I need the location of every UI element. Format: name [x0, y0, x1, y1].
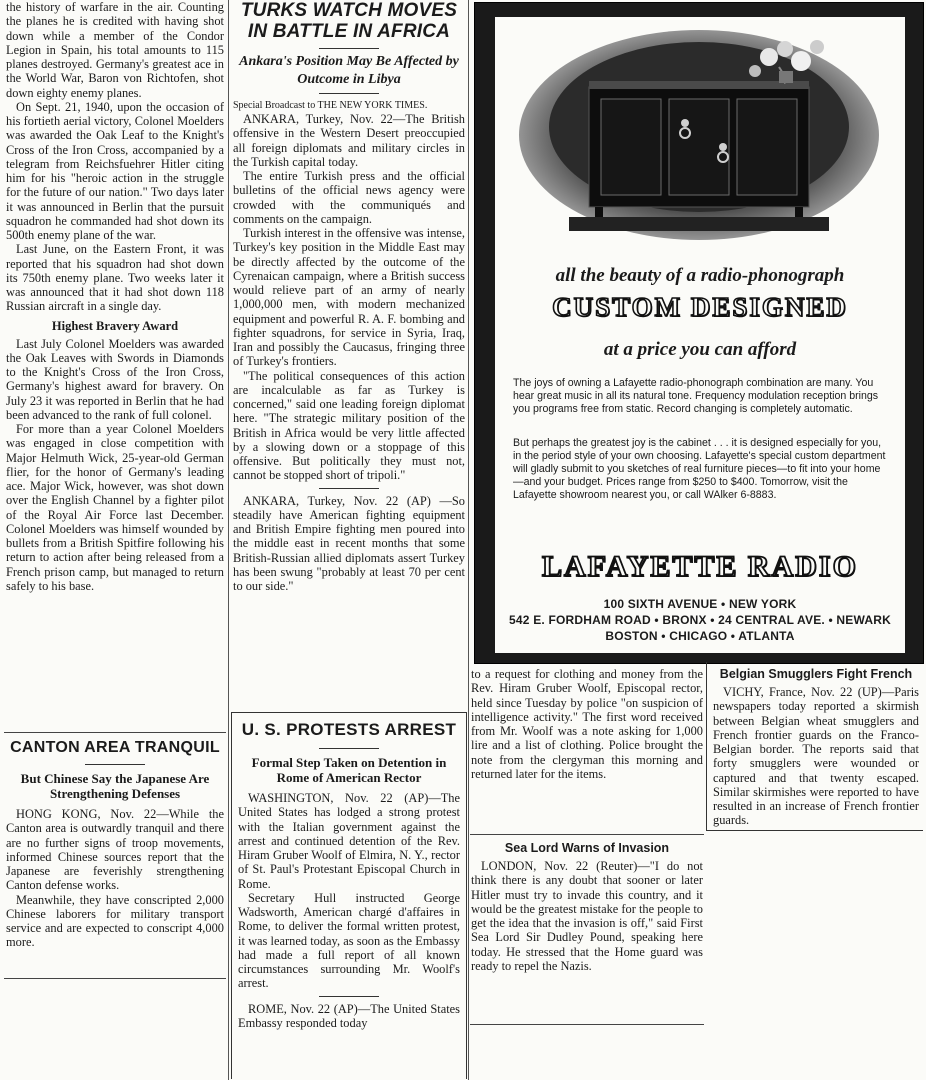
ad-logo-lafayette: LAFAYETTE RADIO [542, 550, 858, 583]
turks-deck-rule [319, 93, 379, 94]
protests-break-rule [319, 996, 379, 997]
rome-bottom-rule [470, 834, 704, 835]
column-1 [6, 0, 224, 732]
turks-headline: TURKS WATCH MOVES IN BATTLE IN AFRICA [240, 0, 458, 42]
belgian-headline: Belgian Smugglers Fight French [719, 667, 913, 681]
turks-article [233, 0, 465, 712]
turks-headline-rule [319, 48, 379, 49]
canton-para-2: Meanwhile, they have conscripted 2,000 Chinese laborers for military transport service and are expected to conscript 4,000 more. [6, 892, 224, 950]
protests-headline: U. S. PROTESTS ARREST [241, 720, 457, 739]
belgian-para: VICHY, France, Nov. 22 (UP)—Paris newspapers today reported a skirmish between Belgian wheat smugglers and French frontier guards on the Franco-Belgian border. The reports said that forty smugglers were wounded or captured and that twenty escaped. Similar skirmishes were reported to have resulted in an increase of French frontier guards. [713, 685, 919, 828]
turks-break-rule [319, 488, 379, 489]
canton-bottom-rule [4, 978, 226, 979]
sealord-bottom-rule [470, 1024, 704, 1025]
vrule-2 [468, 0, 469, 1080]
ad-custom-designed: CUSTOM DESIGNED [552, 292, 848, 322]
rome-cont-para: to a request for clothing and money from the Rev. Hiram Gruber Woolf, Episcopal rector, held since Tuesday by police "on suspicion of intelligence activity." The first word received from Mr. Woolf was a note asking for 1,000 lire and a list of clothing. Police brought the note from the clergyman this morning and returned later for the items. [471, 667, 703, 781]
ad-address-1: 100 SIXTH AVENUE • NEW YORK [603, 597, 797, 611]
turks-para-4: "The political consequences of this action are incalculable as far as Turkey is concerned," said one leading foreign diplomat here. "The strategic military position of the British in Africa would be very little affected by a slowing down or a stoppage of this offensive. But politically they must not, cannot be stopped short of tripoli." [233, 368, 465, 483]
moelders-para-3: Last June, on the Eastern Front, it was reported that his squadron had shot down its 750th enemy plane. Two weeks later it was announced that it had shot down 118 Russian aircraft in a single day. [6, 242, 224, 314]
vrule-1 [228, 0, 229, 1080]
protests-para-2: Secretary Hull instructed George Wadsworth, American chargé d'affaires in Rome, to deliver the formal written protest, it was learned today, as soon as the Embassy had made a full report of all known circumstances surrounding Mr. Woolf's arrest. [238, 890, 460, 991]
ad-address-3: BOSTON • CHICAGO • ATLANTA [605, 629, 795, 643]
rome-continuation [471, 667, 703, 833]
sealord-headline: Sea Lord Warns of Invasion [504, 841, 670, 855]
radio-cabinet-illustration [509, 27, 889, 247]
moelders-para-1: the history of warfare in the air. Counting the planes he is credited with having shot down while a member of the Condor Legion in Spain, his total amounts to 115 planes destroyed. Germany's greatest ace in the World War, Baron von Richtofen, shot down eighty enemy planes. [6, 0, 224, 100]
turks-deck: Ankara's Position May Be Affected by Outcome in Libya [239, 54, 459, 87]
sealord-article [471, 838, 703, 1028]
canton-deck: But Chinese Say the Japanese Are Strengthening Defenses [20, 771, 210, 801]
ad-tagline: all the beauty of a radio-phonograph [555, 265, 845, 286]
subhead-bravery-award: Highest Bravery Award [51, 318, 179, 333]
radio-cabinet-photo [509, 27, 889, 247]
turks-credit: Special Broadcast to THE NEW YORK TIMES. [233, 100, 428, 111]
ad-price-line: at a price you can afford [603, 339, 797, 360]
column-1-divider [4, 732, 226, 733]
canton-headline-rule [85, 764, 145, 765]
moelders-para-5: For more than a year Colonel Moelders was engaged in close competition with Major Helmuth Wick, 25-year-old German flier, for the honor of Germany's leading ace. Major Wick, however, was shot down over the English Channel by a fighter pilot of the Royal Air Force last December. Colonel Moelders was himself wounded by bullets from a British Spitfire following his return to action after being released from a French prison camp, but managed to return safely to his base. [6, 422, 224, 593]
canton-para-1: HONG KONG, Nov. 22—While the Canton area is outwardly tranquil and there are no further signs of troop movements, informed Chinese sources report that the Japanese are feverishly strengthening Canton defense works. [6, 807, 224, 893]
turks-para-3: Turkish interest in the offensive was intense, Turkey's key position in the Middle East may be directly affected by the outcome of the Cyrenaican campaign, where a British success would relieve part of an army of nearly 1,000,000 men, with modern mechanized equipment and powerful R. A. F. bombing and fighter squadrons, for service in Syria, Iraq, Iran and possibly the Caucasus, fringing three of Turkey's frontiers. [233, 226, 465, 369]
ad-body-1: The joys of owning a Lafayette radio-phonograph combination are many. You hear great music in all its natural tone. Frequency modulation reception brings you programs free from static. Record changing is completely automatic. [513, 377, 879, 415]
ad-body-2: But perhaps the greatest joy is the cabinet . . . it is designed especially for you, in the period style of your own choosing. Lafayette's special custom department will gladly submit to you sketches of real furniture pieces—to fit into your home—and your budget. Prices range from $250 to $400. Tomorrow, visit the Lafayette showroom nearest you, or call WAlker 6-8883. [513, 437, 886, 501]
moelders-para-2: On Sept. 21, 1940, upon the occasion of his fortieth aerial victory, Colonel Moelders was awarded the Oak Leaf to the Knight's Cross of the Iron Cross, accompanied by a telegram from Reichsfuehrer Hitler citing him for his "heroic action in the struggle for the future of our nation." Two days later it was announced in Berlin that the pursuit squadron he commanded had shot down its 500th enemy plane of the war. [6, 99, 224, 242]
turks-para-2: The entire Turkish press and the official bulletins of the official news agency were crowded with the communiqués and comments on the campaign. [233, 169, 465, 226]
protests-deck: Formal Step Taken on Detention in Rome of American Rector [251, 755, 447, 785]
protests-para-1: WASHINGTON, Nov. 22 (AP)—The United States has lodged a strong protest with the Italian government against the arrest and continued detention of the Rev. Hiram Gruber Woolf of Elmira, N. Y., rector of St. Paul's Protestant Episcopal Church in Rome. [238, 791, 460, 891]
belgian-article [706, 662, 923, 831]
canton-article [6, 737, 224, 977]
canton-headline: CANTON AREA TRANQUIL [10, 739, 220, 756]
ad-address-2: 542 E. FORDHAM ROAD • BRONX • 24 CENTRAL AVE. • NEWARK [509, 613, 891, 627]
protests-headline-rule [319, 748, 379, 749]
moelders-para-4: Last July Colonel Moelders was awarded the Oak Leaves with Swords in Diamonds to the Knight's Cross of the Iron Cross, Germany's highest award for bravery. On July 23 it was reported in Berlin that he had been advanced to the rank of full colonel. [6, 336, 224, 422]
ad-panel [495, 17, 905, 653]
sealord-para: LONDON, Nov. 22 (Reuter)—"I do not think there is any doubt that sooner or later Hitler must try to invade this country, and it would be the greatest mistake for the people to get the idea that the invasion is off," said First Sea Lord Sir Dudley Pound, speaking here today. He stressed that the Home guard was ready to repel the Nazis. [471, 859, 703, 973]
lafayette-radio-ad [474, 2, 924, 664]
turks-para-5: ANKARA, Turkey, Nov. 22 (AP) —So steadily have American fighting equipment and British Empire fighting men poured into the middle east in recent months that some British-Russian allied diplomats assert Turkey has been swung "probably at least 70 per cent to our side." [233, 493, 465, 593]
turks-para-1: ANKARA, Turkey, Nov. 22—The British offensive in the Western Desert preoccupied all foreign diplomats and military circles in the Turkish capital today. [233, 112, 465, 169]
protests-article [231, 712, 467, 1079]
protests-para-3: ROME, Nov. 22 (AP)—The United States Embassy responded today [238, 1001, 460, 1030]
